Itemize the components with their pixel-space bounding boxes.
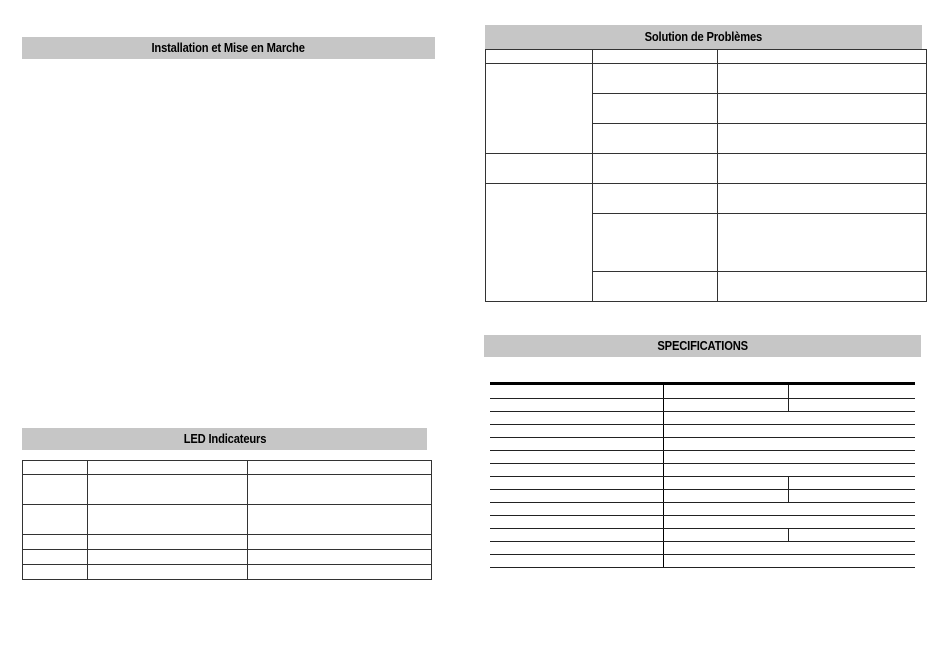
table-row [23,505,432,535]
table-row [486,154,927,184]
specifications-title-text: SPECIFICATIONS [657,338,748,353]
table-row [490,464,915,477]
led-table [22,460,432,580]
table-row [490,477,915,490]
table-row [490,399,915,412]
table-row [486,50,927,64]
table-row [490,516,915,529]
table-row [490,451,915,464]
table-row [486,64,927,94]
table-row [490,529,915,542]
table-row [486,184,927,214]
led-title [22,428,427,450]
troubleshooting-title-text: Solution de Problèmes [644,29,763,44]
specifications-table [490,382,915,568]
table-row [23,550,432,565]
table-row [23,565,432,580]
installation-title-text: Installation et Mise en Marche [151,40,306,55]
table-row [490,412,915,425]
table-row [490,425,915,438]
troubleshooting-table [485,49,927,302]
specifications-title [484,335,921,357]
troubleshooting-title [485,25,922,49]
led-title-text: LED Indicateurs [183,431,266,446]
table-row [490,555,915,568]
installation-title [22,37,435,59]
table-row [490,384,915,399]
table-row [23,461,432,475]
table-row [23,475,432,505]
table-row [490,490,915,503]
table-row [23,535,432,550]
table-row [490,503,915,516]
table-row [490,438,915,451]
table-row [490,542,915,555]
